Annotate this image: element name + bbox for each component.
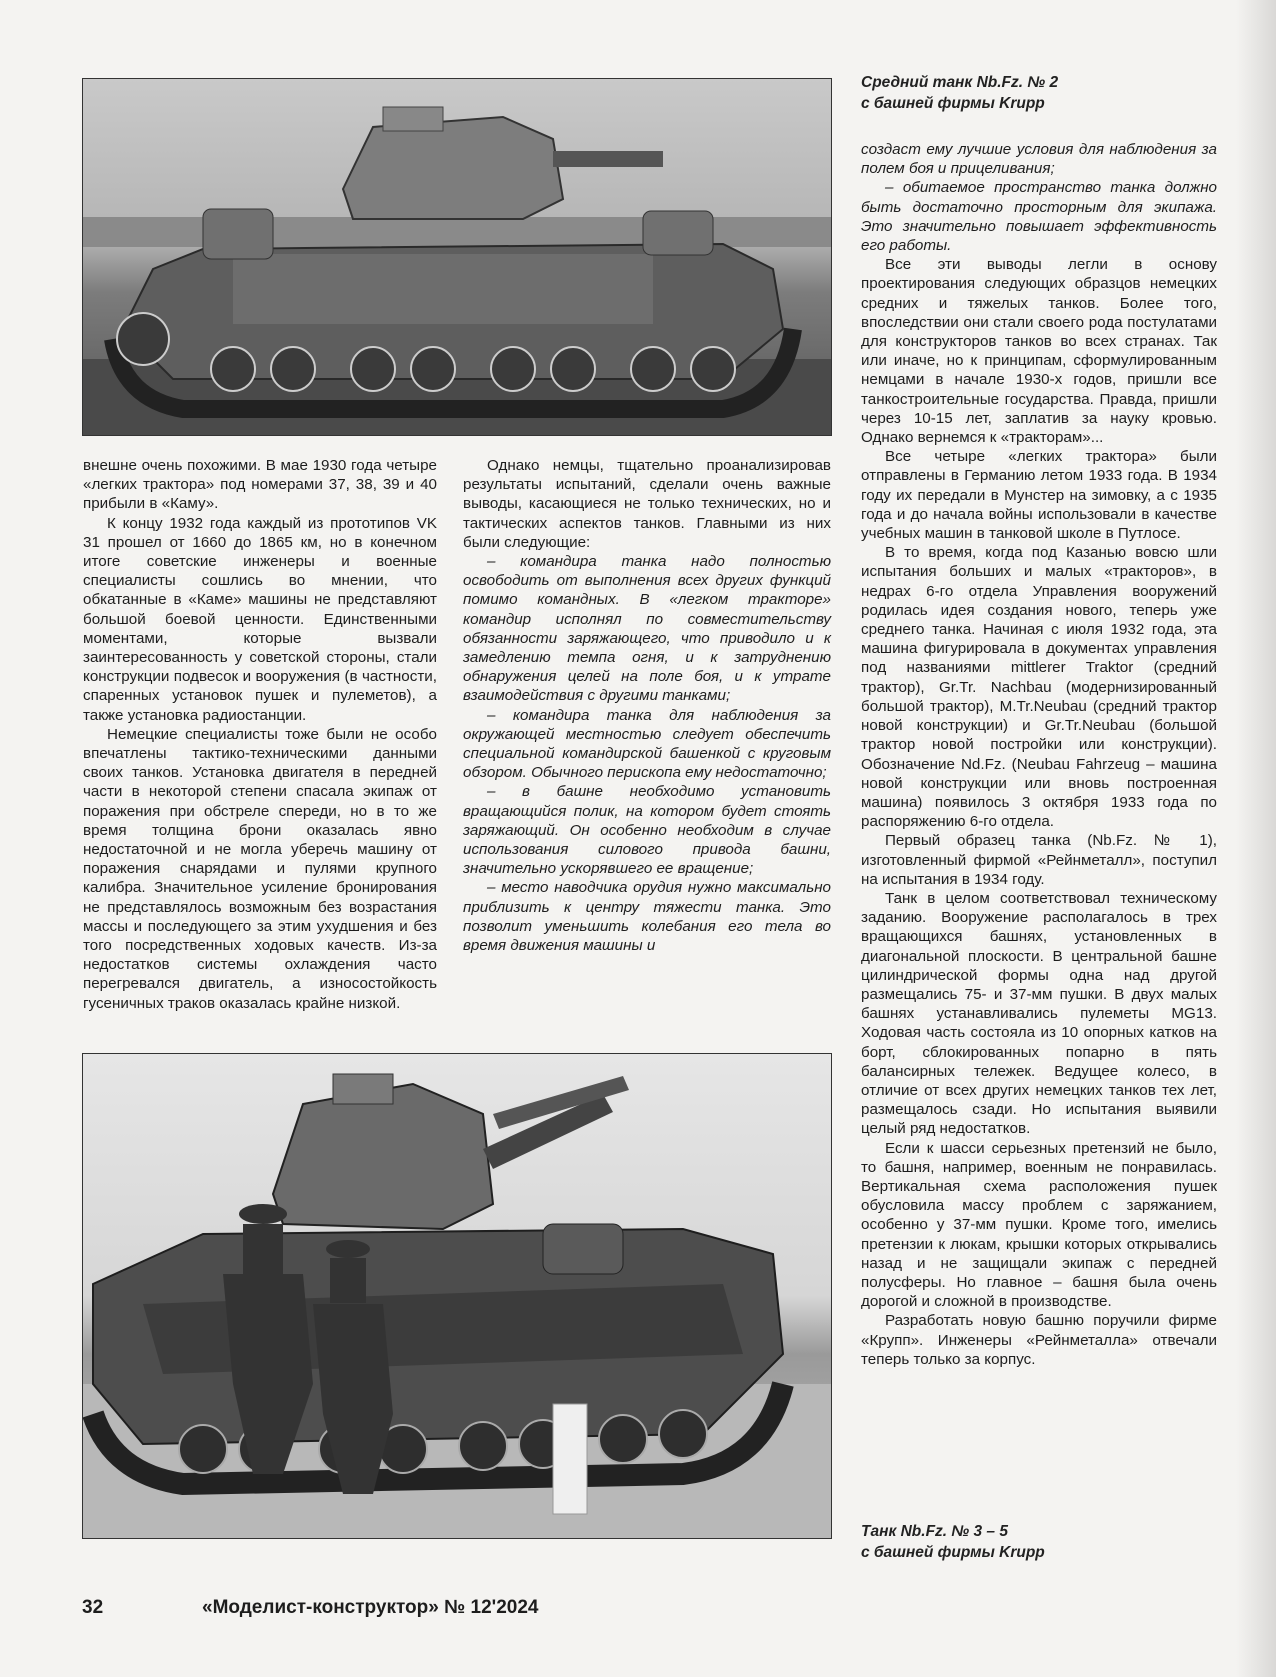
caption-bottom-line-2: с башней фирмы Krupp	[861, 1544, 1045, 1561]
caption-top-line-2: с башней фирмы Krupp	[861, 95, 1045, 112]
paragraph: Все четыре «легких трактора» были отправлены в Германию летом 1933 года. В 1934 году их передали в Мунстер на зимовку, а с 1935 года и до начала войны использовали в качестве учебных машин в танковой школе в Путлосе.	[861, 448, 1217, 543]
caption-top	[861, 72, 1161, 114]
caption-bottom	[861, 1521, 1161, 1563]
tank-photo-top	[82, 78, 832, 436]
paragraph: Первый образец танка (Nb.Fz. № 1), изготовленный фирмой «Рейнметалл», поступил на испытания в 1934 году.	[861, 832, 1217, 888]
page-number: 32	[82, 1597, 104, 1618]
paragraph: Все эти выводы легли в основу проектирования следующих образцов немецких средних и тяжелых танков. Более того, впоследствии они стали своего рода постулатами для конструкторов танков во всех странах. Так или иначе, но к принципам, сформулированным немцами в начале 1930-х годов, пришли все танкостроительные государства. Правда, пришли через 10-15 лет, заплатив за науку кровью. Однако вернемся к «тракторам»...	[861, 256, 1217, 447]
caption-top-line-1: Средний танк Nb.Fz. № 2	[861, 74, 1059, 91]
paragraph: Танк в целом соответствовал техническому заданию. Вооружение располагалось в трех вращающихся башнях, установленных в диагональной плоскости. В центральной башне цилиндрической формы одна над другой размещались 75- и 37-мм пушки. В двух малых башнях устанавливались пулеметы MG13. Ходовая часть состояла из 10 опорных катков на борт, сблокированных попарно в пять балансирных тележек. Ведущее колесо, в отличие от всех других немецких танков тех лет, размещалось сзади. Но испытания выявили целый ряд недостатков.	[861, 889, 1217, 1138]
paragraph: – место наводчика орудия нужно максимально приблизить к центру тяжести танка. Это позволит уменьшить колебания его тела во время движения машины и	[463, 879, 831, 955]
text-column-1	[83, 456, 437, 1013]
text-column-2	[463, 456, 831, 955]
paragraph: Если к шасси серьезных претензий не было, то башня, например, военным не понравилась. Вертикальная схема расположения пушек обусловила массу проблем с заряжанием, особенно у 37-мм пушки. Кроме того, имелись претензии к люкам, крышки которых открывались назад и не защищали экипаж с передней полусферы. Но главное – башня была очень дорогой и сложной в производстве.	[861, 1139, 1217, 1311]
caption-bottom-line-1: Танк Nb.Fz. № 3 – 5	[861, 1523, 1008, 1540]
paragraph: – командира танка надо полностью освободить от выполнения всех других функций помимо командных. В «легком тракторе» командир исполнял по совместительству обязанности заряжающего, что приводило и к замедлению темпа огня, и к затруднению обнаружения целей на поле боя, и к утрате взаимодействия с другими танками;	[463, 553, 831, 705]
paragraph: В то время, когда под Казанью вовсю шли испытания больших и малых «тракторов», в недрах 6-го отдела Управления вооружений родилась идея создания нового, теперь уже среднего танка. Начиная с июля 1932 года, эта машина фигурировала в документах управления под названиями mittlerer Traktor (средний трактор), Gr.Tr. Nachbau (модернизированный большой трактор), M.Tr.Neubau (средний трактор новой конструкции) и Gr.Tr.Neubau (большой трактор новой постройки или конструкции). Обозначение Nd.Fz. (Neubau Fahrzeug – машина новой конструкции или вновь построенная машина) появилось 3 октября 1933 года по распоряжению 6-го отдела.	[861, 544, 1217, 831]
paragraph: создаст ему лучшие условия для наблюдения за полем боя и прицеливания;	[861, 141, 1217, 178]
paragraph: – обитаемое пространство танка должно быть достаточно просторным для экипажа. Это значительно повышает эффективность его работы.	[861, 179, 1217, 255]
paragraph: Немецкие специалисты тоже были не особо впечатлены тактико-техническими данными своих танков. Установка двигателя в передней части в некоторой степени спасала экипаж от поражения при обстреле спереди, но в то же время толщина брони оказалась явно недостаточной и не могла уберечь машину от поражения снарядами и пулями крупного калибра. Значительное усиление бронирования не представлялось возможным без возрастания массы и последующего за этим ухудшения и без того посредственных ходовых качеств. Из-за недостатков системы охлаждения часто перегревался двигатель, а износостойкость гусеничных траков оказалась крайне низкой.	[83, 725, 437, 1012]
page-edge	[1236, 0, 1276, 1677]
paragraph: Разработать новую башню поручили фирме «Крупп». Инженеры «Рейнметалла» отвечали теперь только за корпус.	[861, 1312, 1217, 1368]
magazine-title: «Моделист-конструктор» № 12'2024	[202, 1597, 539, 1618]
paragraph: К концу 1932 года каждый из прототипов VK 31 прошел от 1660 до 1865 км, но в конечном итоге советские инженеры и военные специалисты сошлись во мнении, что обкатанные в «Каме» машины не представляют большой боевой ценности. Единственными моментами, которые вызвали заинтересованность у советской стороны, стали конструкции подвесок и вооружения (в частности, спаренных установок пушек и пулеметов), а также установка радиостанции.	[83, 514, 437, 724]
text-column-3	[861, 140, 1217, 1369]
paragraph: – в башне необходимо установить вращающийся полик, на котором будет стоять заряжающий. Он особенно необходим в случае использования силового привода башни, значительно ускорявшего ее вращение;	[463, 783, 831, 878]
page-footer	[82, 1597, 538, 1619]
paragraph: внешне очень похожими. В мае 1930 года четыре «легких трактора» под номерами 37, 38, 39 и 40 прибыли в «Каму».	[83, 457, 437, 513]
tank-photo-bottom	[82, 1053, 832, 1539]
paragraph: – командира танка для наблюдения за окружающей местностью следует обеспечить специальной командирской башенкой с круговым обзором. Обычного перископа ему недостаточно;	[463, 706, 831, 782]
paragraph: Однако немцы, тщательно проанализировав результаты испытаний, сделали очень важные выводы, касающиеся не только технических, но и тактических аспектов танков. Главными из них были следующие:	[463, 457, 831, 551]
